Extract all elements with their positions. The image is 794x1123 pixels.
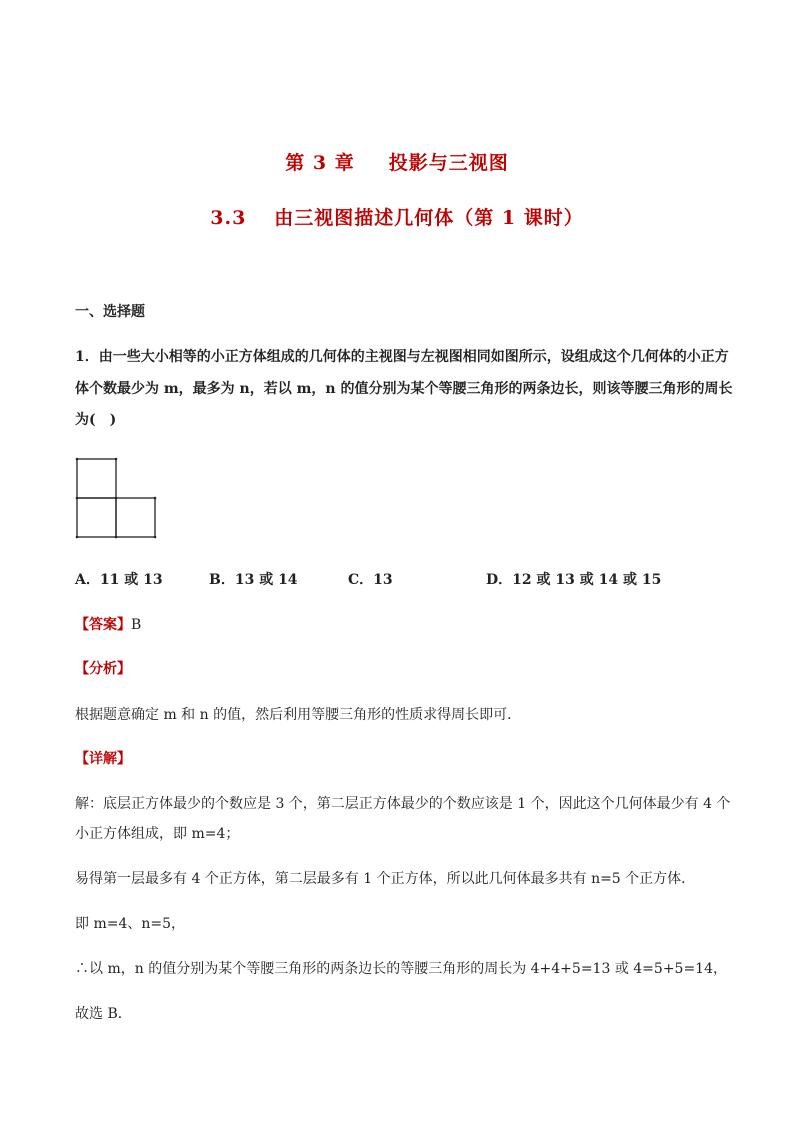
analysis-text: 根据题意确定 m 和 n 的值，然后利用等腰三角形的性质求得周长即可． [75,707,522,723]
question-line-1: 1．由一些大小相等的小正方体组成的几何体的主视图与左视图相同如图所示，设组成这个几何体的小正方 [75,349,729,365]
detail-line-2: 小正方体组成，即 m=4； [75,826,240,842]
question-line-3: 为( ) [75,412,117,428]
option-a: A．11 或 13 [75,572,163,588]
detail-line-1: 解：底层正方体最少的个数应是 3 个，第二层正方体最少的个数应该是 1 个，因此这个几何体最少有 4 个 [75,796,731,812]
detail-label: 【详解】 [75,751,131,767]
bottom-left-square [77,498,116,537]
detail-line-6: 故选 B． [75,1006,132,1022]
top-square [77,459,116,498]
answer-value: B [131,617,142,633]
section-name: 由三视图描述几何体（第 1 课时） [274,207,584,229]
question-line-2: 体个数最少为 m，最多为 n，若以 m，n 的值分别为某个等腰三角形的两条边长，则该等腰三角形的周长 [75,381,733,397]
section-number: 3.3 [210,207,247,229]
option-d: D．12 或 13 或 14 或 15 [486,572,662,588]
bottom-right-square [116,498,155,537]
answer-label: 【答案】 [75,617,131,633]
option-c: C．13 [348,572,393,588]
option-b: B．13 或 14 [209,572,298,588]
chapter-title [0,148,794,175]
section-heading: 一、选择题 [75,304,145,320]
detail-line-4: 即 m=4、n=5， [75,916,186,932]
view-figure [72,454,162,544]
detail-line-3: 易得第一层最多有 4 个正方体，第二层最多有 1 个正方体，所以此几何体最多共有 n=5 个正方体． [75,871,696,887]
chapter-number: 第 3 章 [285,152,355,174]
section-title [0,203,794,230]
detail-line-5: ∴以 m，n 的值分别为某个等腰三角形的两条边长的等腰三角形的周长为 4+4+5=13 或 4=5+5=14， [75,961,727,977]
analysis-label: 【分析】 [75,661,131,677]
chapter-topic: 投影与三视图 [388,152,509,174]
answer-row [75,614,141,634]
